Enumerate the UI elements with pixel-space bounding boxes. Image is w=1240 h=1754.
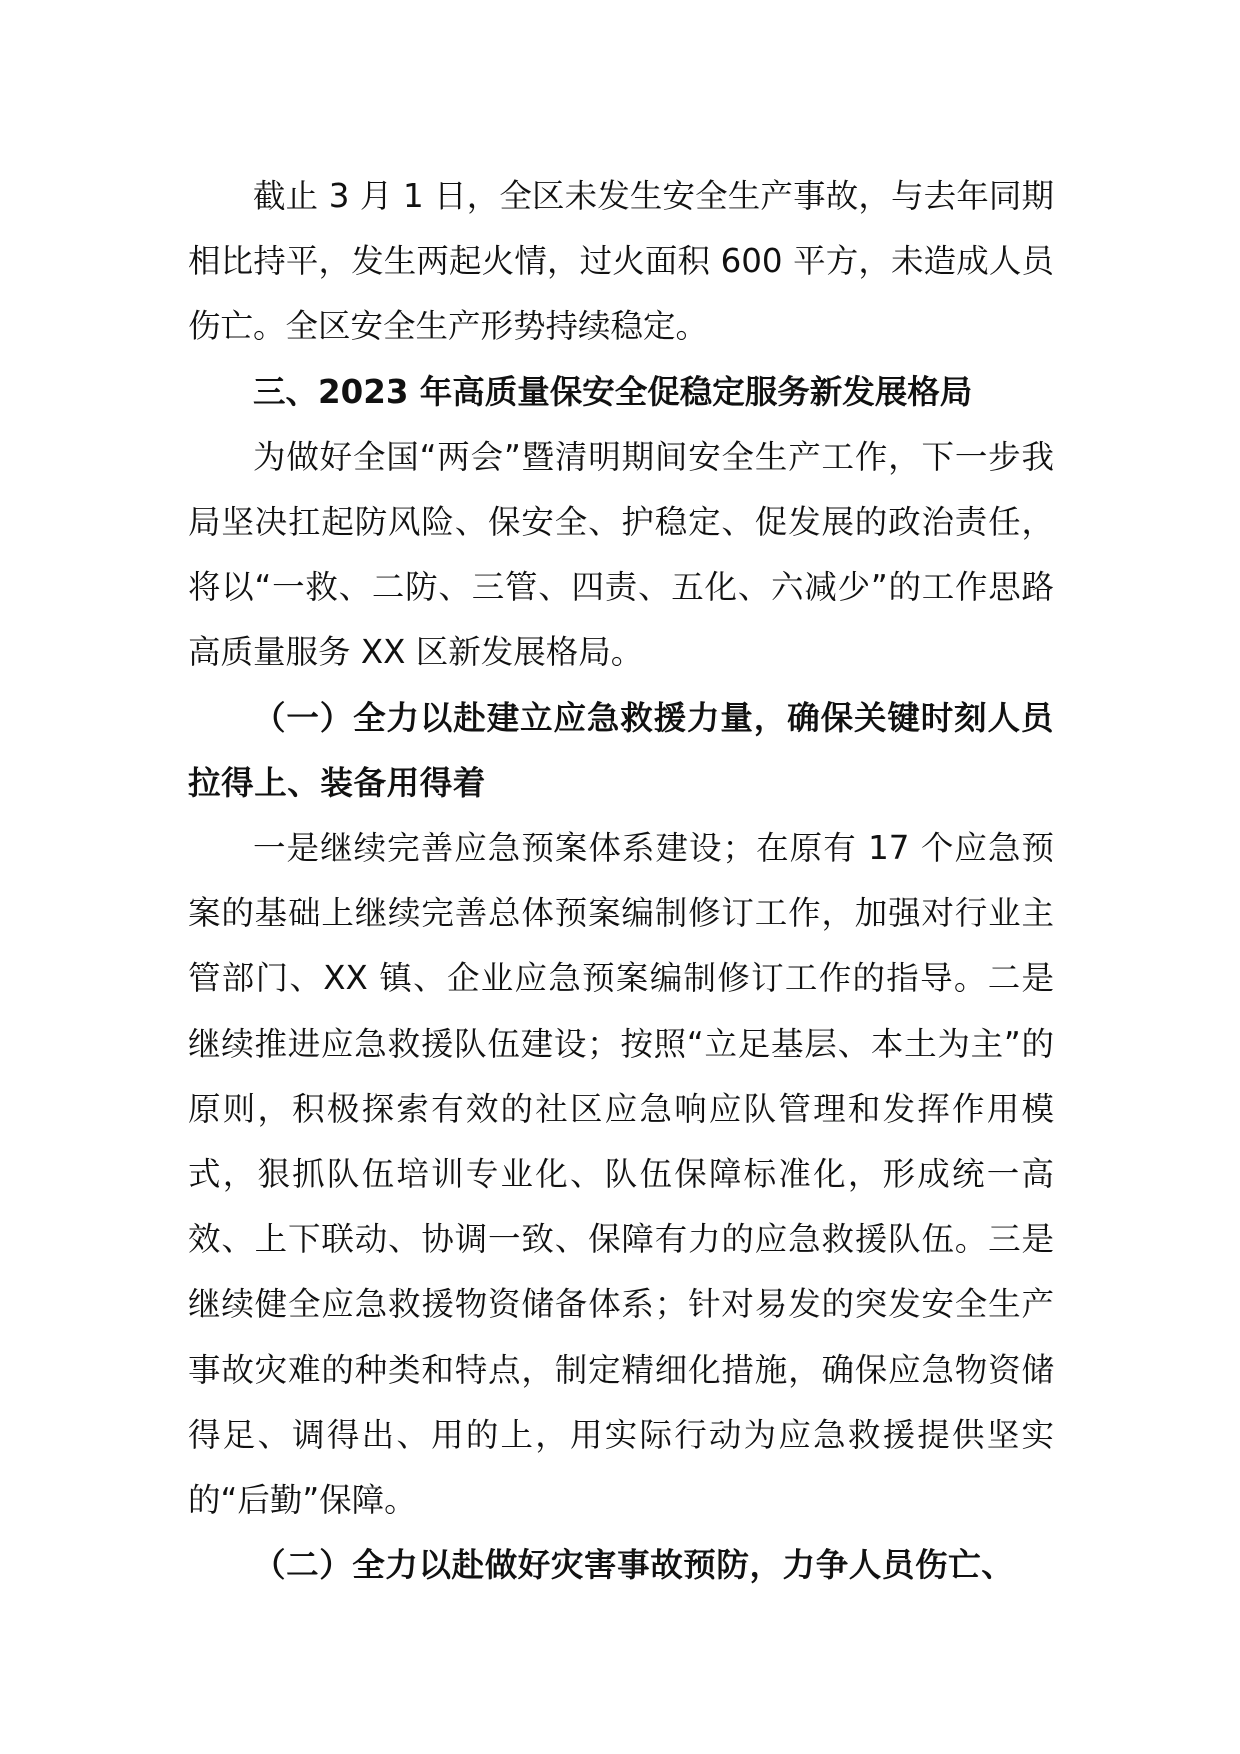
section-heading-three: 三、2023 年高质量保安全促稳定服务新发展格局: [253, 372, 973, 411]
subheading-one: （一）全力以赴建立应急救援力量，确保关键时刻人员拉得上、装备用得着: [188, 698, 1054, 802]
paragraph-emergency-rescue: 一是继续完善应急预案体系建设；在原有 17 个应急预案的基础上继续完善总体预案编制修订工作，加强对行业主管部门、XX 镇、企业应急预案编制修订工作的指导。二是继续推进应急救援队伍建设；按照“立足基层、本土为主”的原则，积极探索有效的社区应急响应队管理和发挥作用模式，狠抓队伍培训专业化、队伍保障标准化，形成统一高效、上下联动、协调一致、保障有力的应急救援队伍。三是继续健全应急救援物资储备体系；针对易发的突发安全生产事故灾难的种类和特点，制定精细化措施，确保应急物资储得足、调得出、用的上，用实际行动为应急救援提供坚实的“后勤”保障。: [188, 829, 1054, 1520]
paragraph-safety-status: 截止 3 月 1 日，全区未发生安全生产事故，与去年同期相比持平，发生两起火情，过火面积 600 平方，未造成人员伤亡。全区安全生产形势持续稳定。: [188, 177, 1054, 346]
document-page: [188, 164, 1054, 1598]
subheading-two: （二）全力以赴做好灾害事故预防，力争人员伤亡、: [253, 1546, 1015, 1585]
paragraph-work-plan: 为做好全国“两会”暨清明期间安全生产工作，下一步我局坚决扛起防风险、保安全、护稳定、促发展的政治责任，将以“一救、二防、三管、四责、五化、六减少”的工作思路高质量服务 XX 区新发展格局。: [188, 437, 1054, 672]
